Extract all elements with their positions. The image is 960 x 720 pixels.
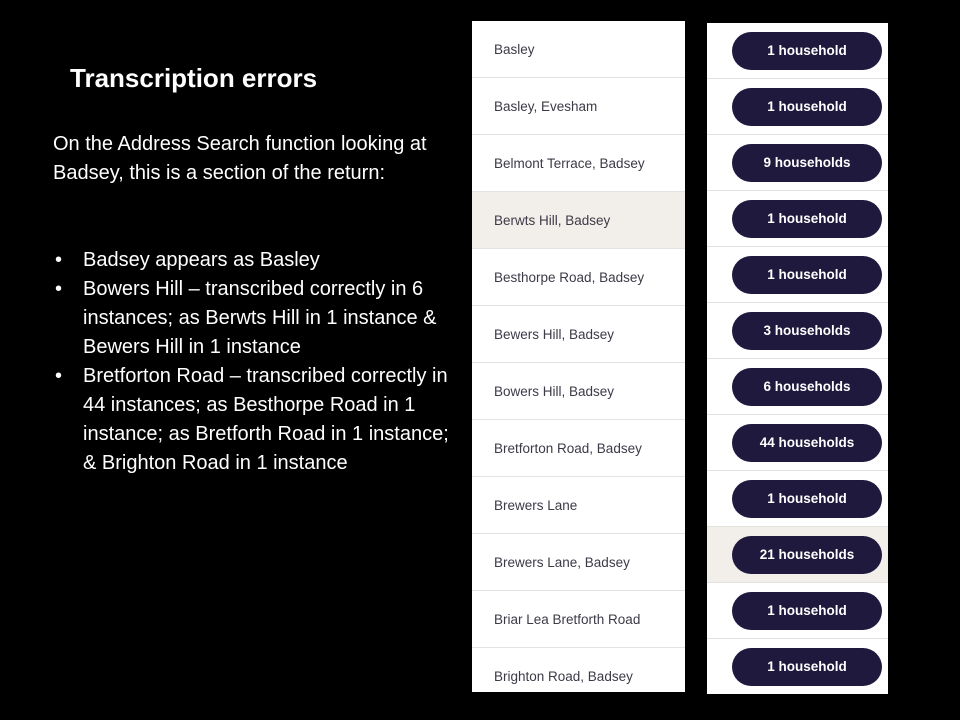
household-row [707, 471, 888, 527]
household-count-button[interactable]: 1 household [732, 200, 882, 238]
address-label: Bretforton Road, Badsey [494, 440, 642, 456]
address-row[interactable] [472, 135, 685, 192]
household-row [707, 23, 888, 79]
household-count-button[interactable]: 1 household [732, 32, 882, 70]
address-label: Brighton Road, Badsey [494, 668, 633, 684]
household-count-button[interactable]: 3 households [732, 312, 882, 350]
household-row [707, 359, 888, 415]
address-row[interactable] [472, 591, 685, 648]
address-label: Bewers Hill, Badsey [494, 326, 615, 342]
household-row [707, 135, 888, 191]
intro-text: On the Address Search function looking at Badsey, this is a section of the return: [53, 133, 427, 184]
household-count-button[interactable]: 1 household [732, 480, 882, 518]
address-label: Brewers Lane [494, 497, 578, 513]
household-count-button[interactable]: 6 households [732, 368, 882, 406]
address-row[interactable] [472, 21, 685, 78]
address-label: Basley [494, 41, 535, 57]
address-row[interactable] [472, 420, 685, 477]
bullet-icon: • [55, 278, 63, 300]
slide-title: Transcription errors [70, 63, 318, 93]
household-count-button[interactable]: 9 households [732, 144, 882, 182]
household-count-button[interactable]: 1 household [732, 592, 882, 630]
address-row[interactable] [472, 306, 685, 363]
address-label: Briar Lea Bretforth Road [494, 611, 641, 627]
household-count-button[interactable]: 44 households [732, 424, 882, 462]
address-row[interactable] [472, 648, 685, 692]
bullet-text: Badsey appears as Basley [83, 249, 320, 271]
household-row [707, 191, 888, 247]
address-label: Basley, Evesham [494, 98, 598, 114]
household-count-panel [707, 23, 888, 694]
household-count-button[interactable]: 21 households [732, 536, 882, 574]
address-row[interactable] [472, 78, 685, 135]
address-label: Brewers Lane, Badsey [494, 554, 630, 570]
address-row[interactable] [472, 477, 685, 534]
bullet-text: Bretforton Road – transcribed correctly in 44 instances; as Besthorpe Road in 1 instance; as Bretforth Road in 1 instance; & Brighton Road in 1 instance [83, 365, 449, 474]
bullet-text: Bowers Hill – transcribed correctly in 6 instances; as Berwts Hill in 1 instance & Bewers Hill in 1 instance [83, 278, 437, 358]
bullet-icon: • [55, 365, 63, 387]
household-count-button[interactable]: 1 household [732, 648, 882, 686]
household-count-button[interactable]: 1 household [732, 88, 882, 126]
household-row [707, 415, 888, 471]
address-label: Belmont Terrace, Badsey [494, 155, 645, 171]
address-row-hovered[interactable] [472, 192, 685, 249]
bullet-icon: • [55, 249, 63, 271]
bullet-item [53, 275, 453, 362]
household-row [707, 79, 888, 135]
household-row [707, 303, 888, 359]
bullet-item [53, 246, 453, 275]
bullet-list [53, 246, 453, 478]
address-row[interactable] [472, 363, 685, 420]
household-row-hovered [707, 527, 888, 583]
household-row [707, 247, 888, 303]
household-row [707, 639, 888, 694]
bullet-item [53, 362, 453, 478]
address-label: Berwts Hill, Badsey [494, 212, 611, 228]
address-row[interactable] [472, 249, 685, 306]
household-row [707, 583, 888, 639]
address-label: Bowers Hill, Badsey [494, 383, 615, 399]
address-row[interactable] [472, 534, 685, 591]
address-label: Besthorpe Road, Badsey [494, 269, 645, 285]
household-count-button[interactable]: 1 household [732, 256, 882, 294]
address-list-panel [472, 21, 685, 692]
